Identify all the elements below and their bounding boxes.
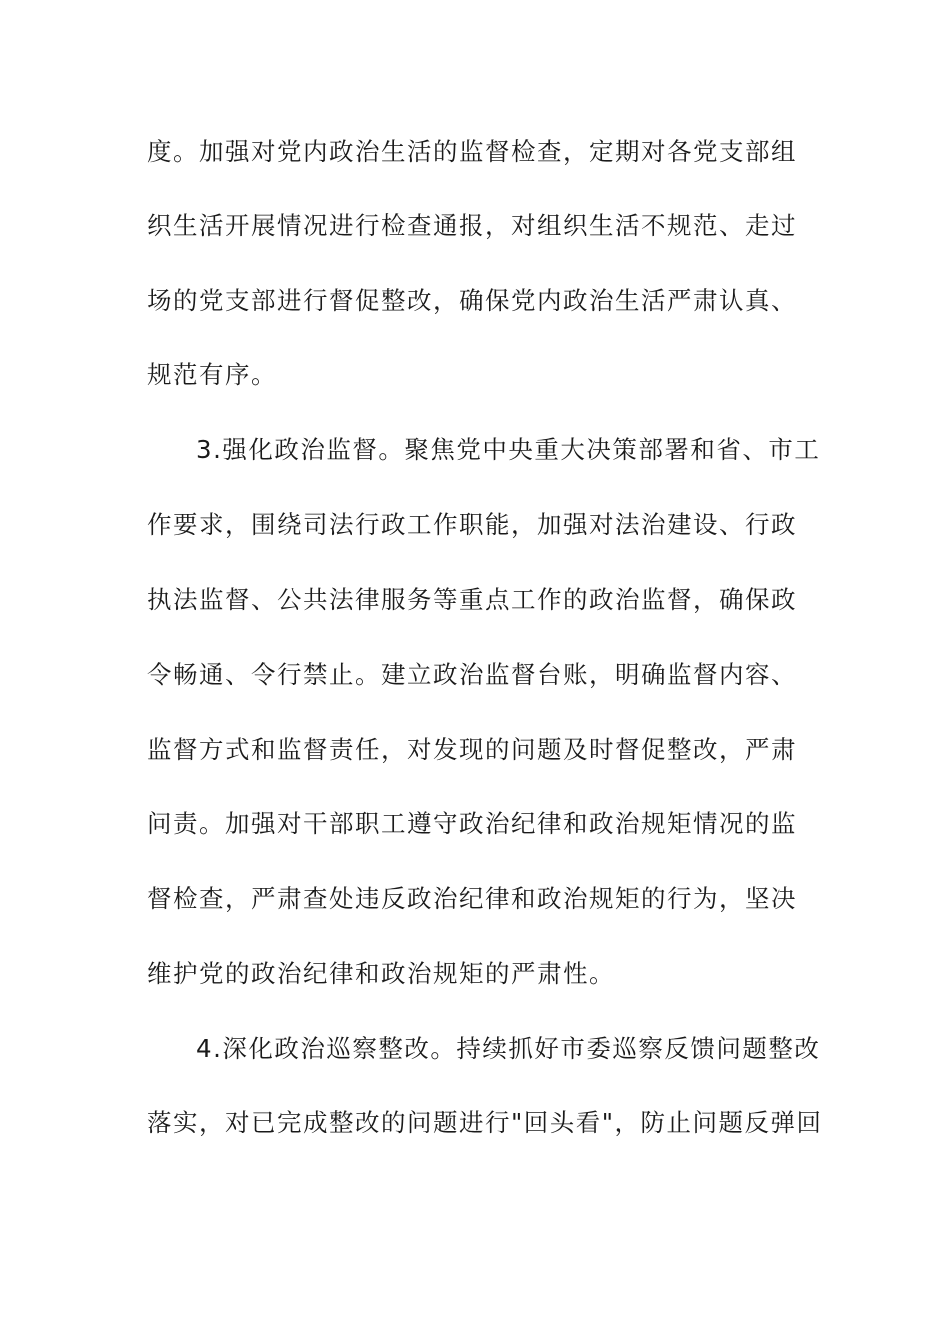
text-line: 度。加强对党内政治生活的监督检查，定期对各党支部组 <box>147 137 797 166</box>
text-line: 织生活开展情况进行检查通报，对组织生活不规范、走过 <box>147 211 797 240</box>
text-line: 维护党的政治纪律和政治规矩的严肃性。 <box>147 959 615 988</box>
text-line: 落实，对已完成整改的问题进行"回头看"，防止问题反弹回 <box>147 1108 823 1137</box>
text-line: 督检查，严肃查处违反政治纪律和政治规矩的行为，坚决 <box>147 884 797 913</box>
text-line: 3.强化政治监督。聚焦党中央重大决策部署和省、市工 <box>196 435 821 464</box>
text-line: 问责。加强对干部职工遵守政治纪律和政治规矩情况的监 <box>147 809 797 838</box>
text-line: 规范有序。 <box>147 360 277 389</box>
text-line: 监督方式和监督责任，对发现的问题及时督促整改，严肃 <box>147 735 797 764</box>
text-line: 场的党支部进行督促整改，确保党内政治生活严肃认真、 <box>147 286 797 315</box>
text-line: 令畅通、令行禁止。建立政治监督台账，明确监督内容、 <box>147 660 797 689</box>
text-line: 执法监督、公共法律服务等重点工作的政治监督，确保政 <box>147 585 797 614</box>
text-line: 作要求，围绕司法行政工作职能，加强对法治建设、行政 <box>147 510 797 539</box>
text-line: 4.深化政治巡察整改。持续抓好市委巡察反馈问题整改 <box>196 1034 821 1063</box>
